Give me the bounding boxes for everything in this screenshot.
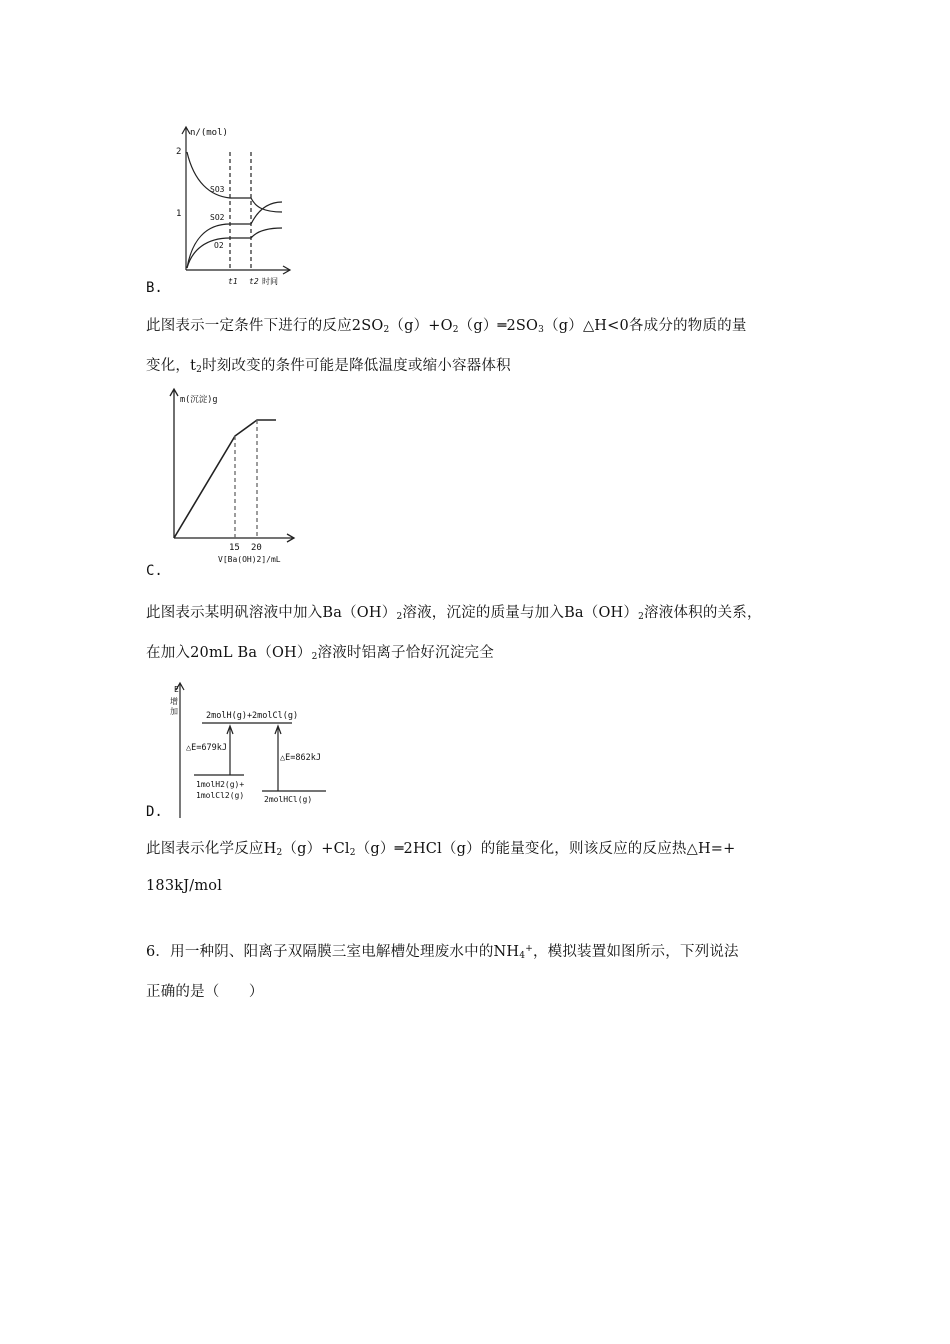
figb-tick-t2: t2 (249, 277, 259, 286)
figc-ylabel: m(沉淀)g (180, 395, 218, 405)
figb-ytick-1: 1 (176, 209, 182, 219)
option-d-text-line1: 此图表示化学反应$H_2(g)+Cl_2(g)═2HCl(g)$的能量变化，则该反应的反应热△H=+ (146, 841, 736, 858)
figb-label-o2: O2 (214, 241, 224, 250)
figc-tick-15: 15 (229, 543, 240, 553)
option-c-text-line1: 此图表示某明矾溶液中加入$Ba(OH)_2$溶液，沉淀的质量与加入$Ba(OH)_2$溶液体积的关系， (146, 605, 762, 622)
figd-delta-e-679: △E=679kJ (186, 743, 227, 753)
figb-tick-t1: t1 (228, 277, 238, 286)
figd-mid-level-label-1: 1molH2(g)+ (196, 780, 245, 789)
question-6-line2: 正确的是（ ） (146, 984, 264, 1000)
figd-ylabel-inc2: 加 (170, 707, 178, 716)
figc-data-line (174, 420, 276, 538)
figb-o2-curve (187, 228, 282, 268)
option-b-text-line2: 变化，$t_2$时刻改变的条件可能是降低温度或缩小容器体积 (146, 358, 511, 375)
figb-label-so2: SO2 (210, 213, 225, 222)
figb-label-so3: SO3 (210, 185, 225, 194)
figd-top-level-label: 2molH(g)+2molCl(g) (206, 711, 299, 721)
option-b-label: B. (146, 280, 163, 296)
question-6-line1: 6．用一种阴、阳离子双隔膜三室电解槽处理废水中的$NH_4^+$，模拟装置如图所示，下列说法 (146, 944, 739, 961)
option-d-text-line2: 183kJ/mol (146, 878, 223, 894)
figd-low-level-label: 2molHCl(g) (264, 795, 313, 804)
option-c-text-line2: 在加入20mL $Ba(OH)_2$溶液时铝离子恰好沉淀完全 (146, 645, 494, 662)
figc-tick-20: 20 (251, 543, 262, 553)
option-c-label: C. (146, 563, 163, 579)
figd-mid-level-label-2: 1molCl2(g) (196, 791, 245, 800)
figb-ytick-2: 2 (176, 147, 182, 157)
figure-b-mole-time-graph (170, 122, 300, 292)
figd-delta-e-862: △E=862kJ (280, 753, 321, 763)
figd-ylabel-inc1: 增 (170, 697, 178, 706)
figd-ylabel-e: E (174, 685, 179, 694)
figure-d-energy-diagram (166, 680, 346, 820)
figb-so3-curve (187, 152, 282, 212)
option-b-text-line1: 此图表示一定条件下进行的反应$2SO_2(g)+O_2(g)═2SO_3(g)\triangle H<0$各成分的物质的量 (146, 318, 747, 335)
figc-xlabel: V[Ba(OH)2]/mL (218, 555, 281, 564)
option-d-label: D. (146, 804, 163, 820)
figb-so2-curve (187, 202, 282, 268)
figure-c-precipitate-graph (160, 384, 310, 568)
figb-xlabel: 时间 (262, 277, 278, 286)
figb-ylabel: n/(mol) (190, 128, 228, 138)
